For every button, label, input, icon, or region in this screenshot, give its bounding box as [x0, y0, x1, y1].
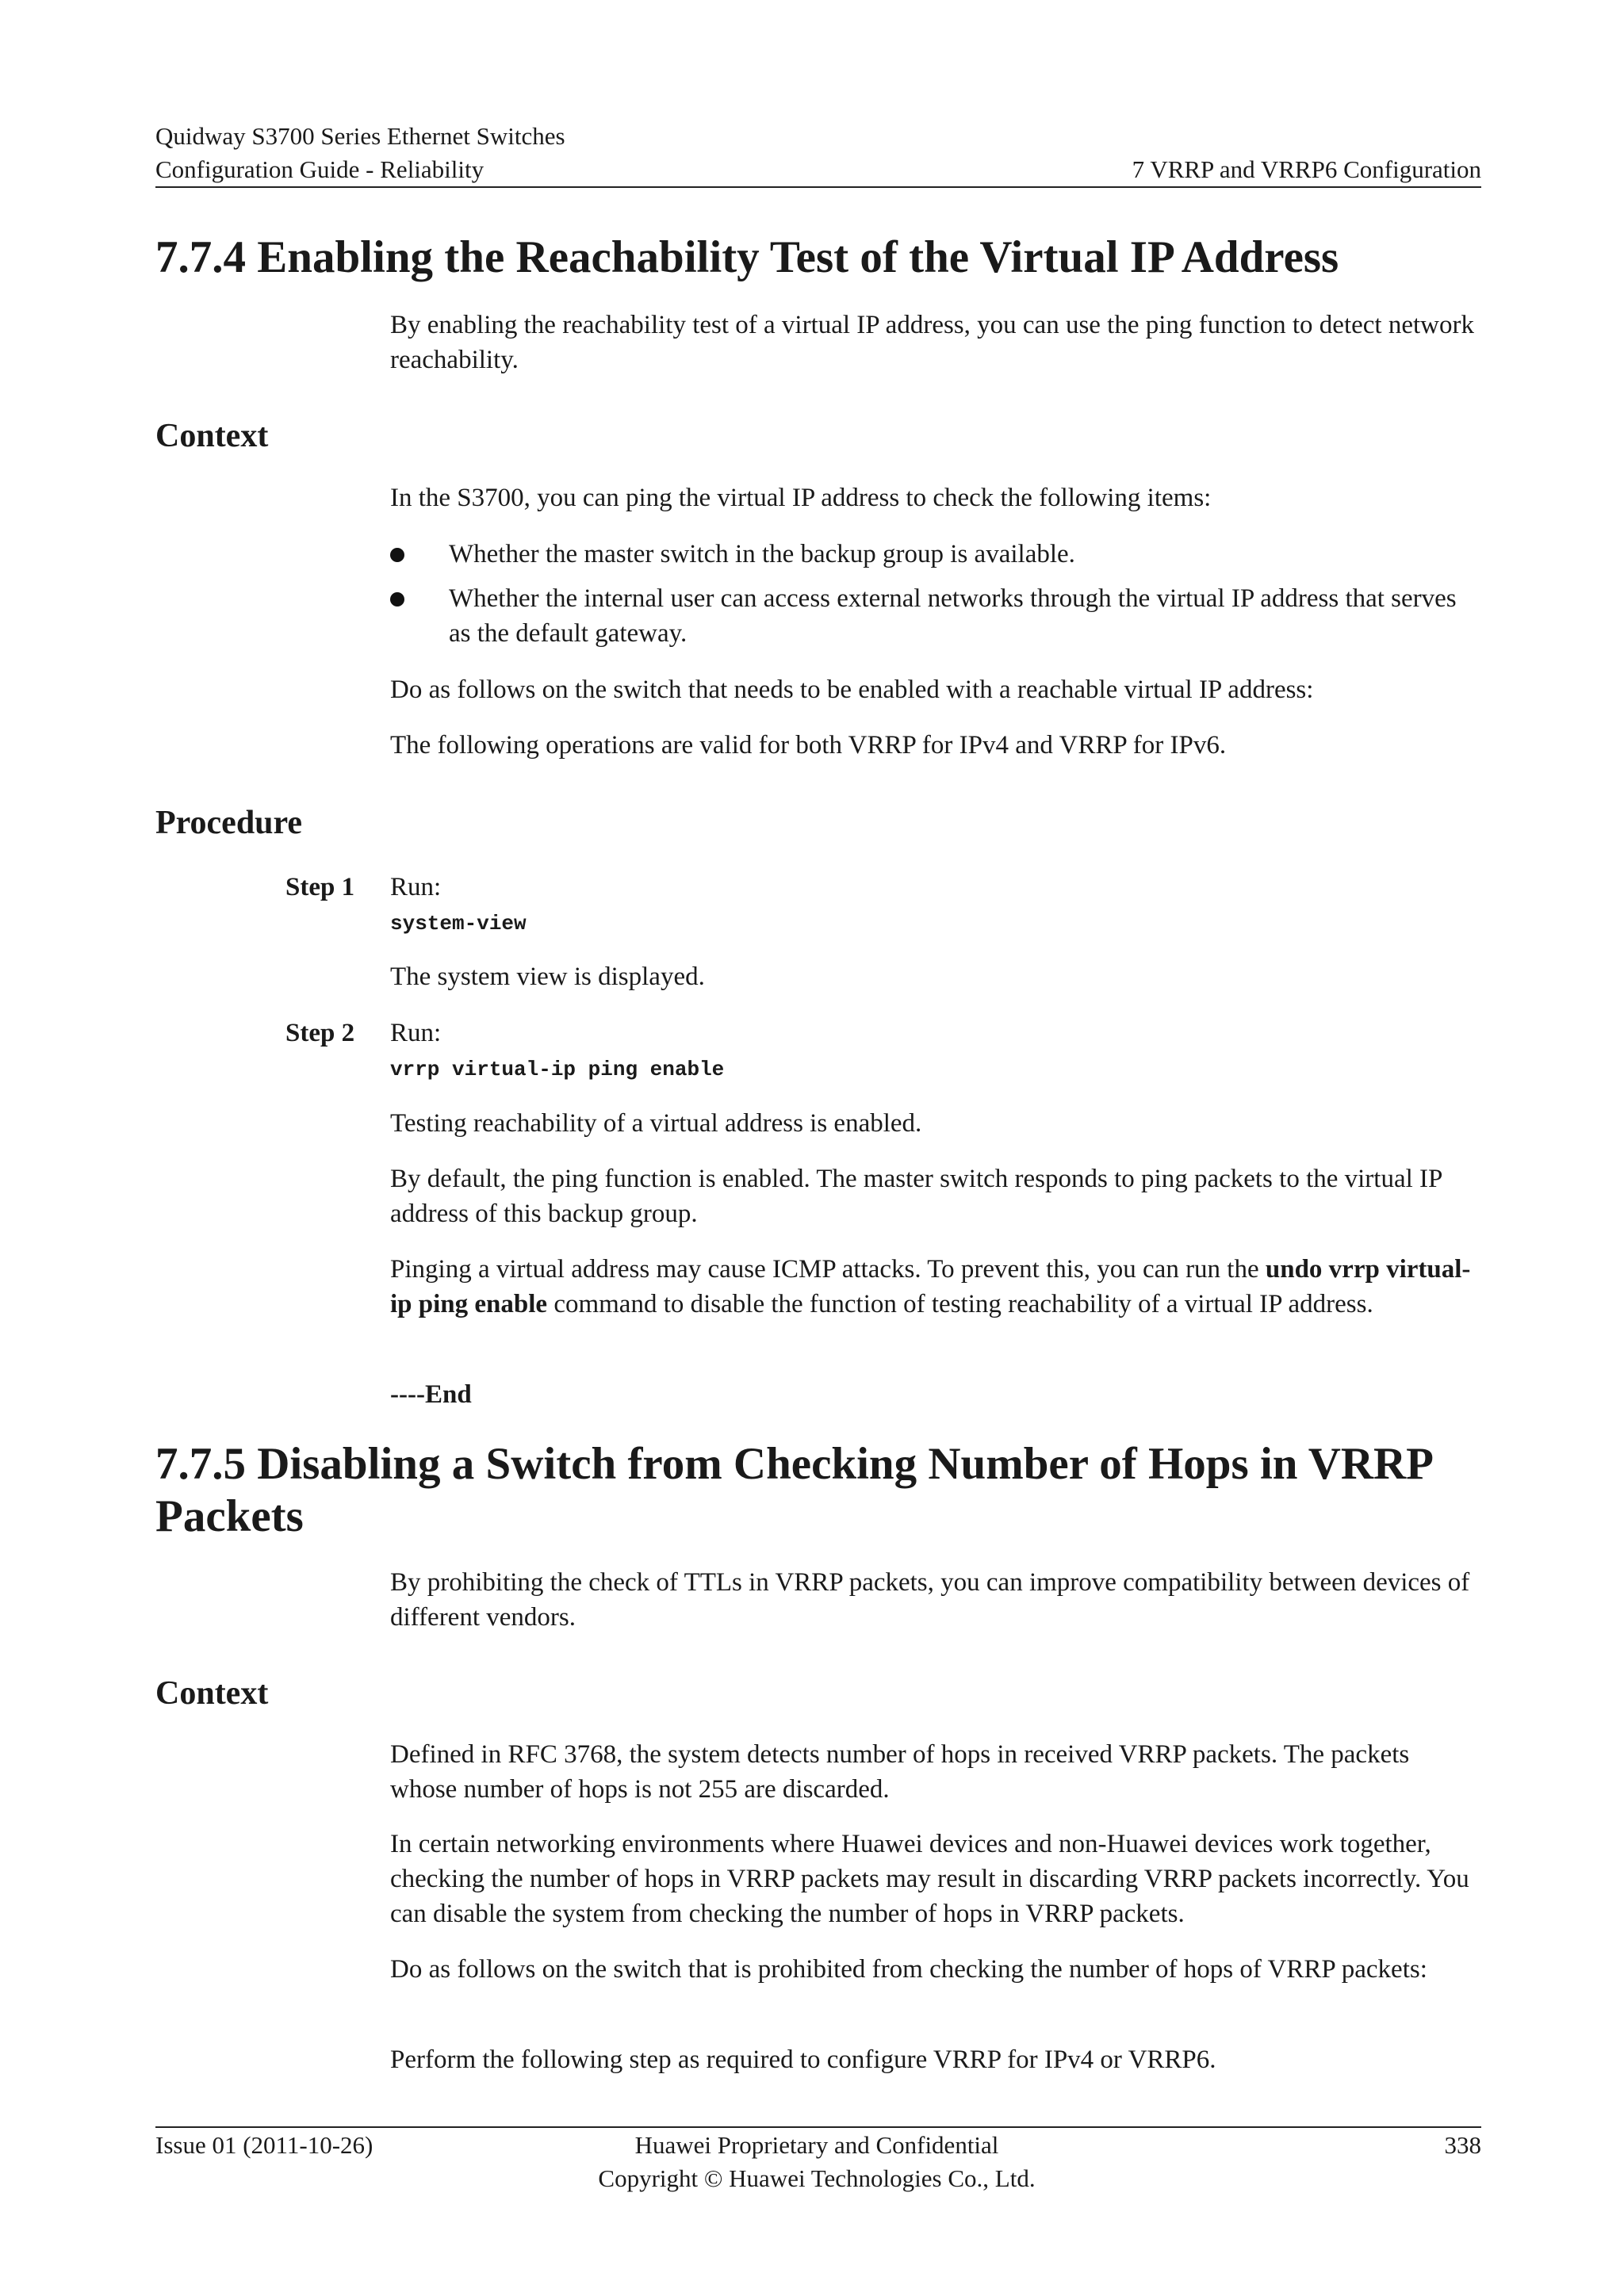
section-775-p2: In certain networking environments where Huawei devices and non-Huawei devices work together, checking the number of hops in VRRP packets may result in discarding VRRP packets incorrectly. You can disable the system from checking the number of hops in VRRP packets.	[390, 1830, 1469, 1928]
bullet-icon	[390, 592, 404, 607]
section-775-p4: Perform the following step as required to configure VRRP for IPv4 or VRRP6.	[390, 2045, 1216, 2074]
bullet-text: Whether the internal user can access external networks through the virtual IP address that serves as the default gateway.	[449, 584, 1457, 648]
step-1-label: Step 1	[285, 873, 355, 901]
header-row	[155, 154, 1481, 186]
step-2-default: By default, the ping function is enabled. The master switch responds to ping packets to the virtual IP address of this backup group.	[390, 1165, 1442, 1228]
step-2-warning-pre: Pinging a virtual address may cause ICMP attacks. To prevent this, you can run the	[390, 1255, 1266, 1284]
bullet-text: Whether the master switch in the backup group is available.	[449, 540, 1075, 568]
footer-issue: Issue 01 (2011-10-26)	[155, 2131, 373, 2159]
section-775-context-heading: Context	[155, 1675, 269, 1712]
header-guide: Configuration Guide - Reliability	[155, 155, 485, 183]
section-775-title: 7.7.5 Disabling a Switch from Checking Number of Hops in VRRP Packets	[155, 1439, 1431, 1541]
step-2-warning-post: command to disable the function of testing reachability of a virtual IP address.	[547, 1290, 1373, 1318]
section-774-context-p3: The following operations are valid for both VRRP for IPv4 and VRRP for IPv6.	[390, 731, 1227, 760]
section-775-p1: Defined in RFC 3768, the system detects number of hops in received VRRP packets. The packets whose number of hops is not 255 are discarded.	[390, 1740, 1410, 1804]
footer-page-number: 338	[1444, 2131, 1481, 2159]
bullet-icon	[390, 548, 404, 562]
section-774-intro: By enabling the reachability test of a virtual IP address, you can use the ping function to detect network reachability.	[390, 311, 1474, 374]
procedure-end: ----End	[390, 1380, 472, 1409]
section-774-context-heading: Context	[155, 418, 269, 454]
section-775-intro: By prohibiting the check of TTLs in VRRP packets, you can improve compatibility between devices of different vendors.	[390, 1568, 1470, 1632]
step-2-result: Testing reachability of a virtual address is enabled.	[390, 1109, 922, 1138]
header-product: Quidway S3700 Series Ethernet Switches	[155, 122, 565, 150]
header-chapter: 7 VRRP and VRRP6 Configuration	[1132, 155, 1481, 183]
footer-confidential: Huawei Proprietary and Confidential	[634, 2131, 999, 2159]
step-1-run: Run:	[390, 873, 442, 901]
step-2-run: Run:	[390, 1019, 442, 1047]
section-774-procedure-heading: Procedure	[155, 805, 303, 841]
footer-copyright: Copyright © Huawei Technologies Co., Ltd.	[598, 2164, 1036, 2192]
section-774-title: 7.7.4 Enabling the Reachability Test of the Virtual IP Address	[155, 232, 1339, 282]
section-774-context-p1: In the S3700, you can ping the virtual IP address to check the following items:	[390, 484, 1212, 512]
step-2-label: Step 2	[285, 1019, 355, 1047]
step-1-command: system-view	[390, 912, 527, 936]
section-775-p3: Do as follows on the switch that is prohibited from checking the number of hops of VRRP packets:	[390, 1955, 1427, 1984]
step-2-warning-command: undo vrrp virtual-ip ping enable	[390, 1255, 1471, 1318]
step-2-warning	[390, 1252, 1481, 1322]
step-1-result: The system view is displayed.	[390, 962, 705, 991]
header-divider	[155, 186, 1481, 188]
footer-divider	[155, 2126, 1481, 2128]
step-2-command: vrrp virtual-ip ping enable	[390, 1058, 725, 1081]
section-774-context-p2: Do as follows on the switch that needs to be enabled with a reachable virtual IP address:	[390, 675, 1314, 704]
